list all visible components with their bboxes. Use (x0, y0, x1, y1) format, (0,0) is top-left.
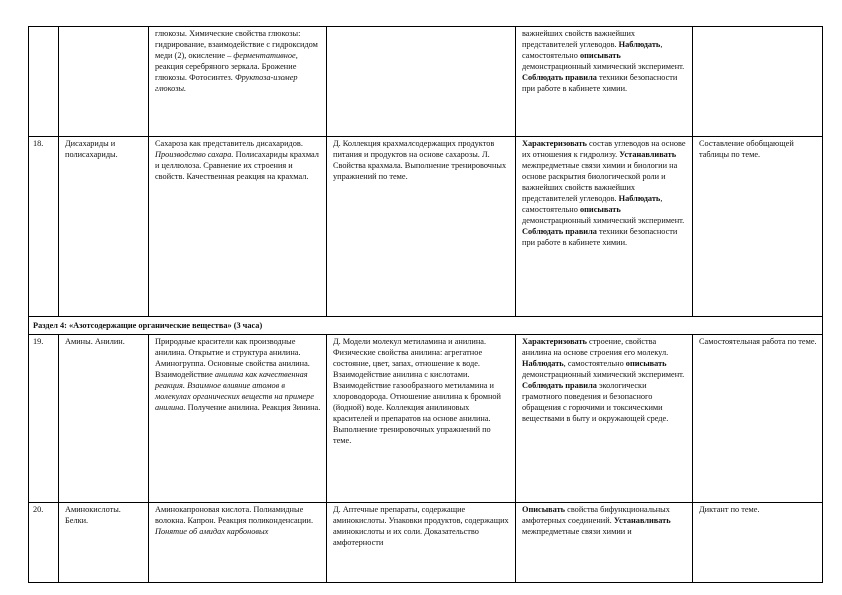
control-form-cell (693, 27, 823, 137)
text-run: Характеризовать (522, 337, 587, 346)
text-run: демонстрационный химический эксперимент. (522, 62, 685, 71)
control-form: Диктант по теме. (693, 503, 823, 583)
lesson-number-cell (29, 27, 59, 137)
text-run: межпредметные связи химии и (522, 527, 632, 536)
lesson-demo: Д. Аптечные препараты, содержащие аминокислоты. Упаковки продуктов, содержащих аминокислоты и их соли. Доказательство амфотерности (327, 503, 516, 583)
text-run: техники безопасности при работе в кабинете химии. (522, 227, 678, 247)
text-run: , самостоятельно (563, 359, 626, 368)
student-activity (516, 335, 693, 503)
section-header: Раздел 4: «Азотсодержащие органические вещества» (3 часа) (29, 317, 823, 335)
text-run: , реакция серебряного зеркала. Брожение глюкозы. Фотосинтез. (155, 51, 298, 82)
text-run: Устанавливать (619, 150, 677, 159)
table-row (29, 27, 823, 137)
text-run: Получение анилина. Реакция Зинина. (185, 403, 321, 412)
student-activity (516, 137, 693, 317)
text-run: Полисахариды крахмал и целлюлоза. Сравнение их строения и свойств. Качественная реакция на крахмал. (155, 150, 319, 181)
section-header-row (29, 317, 823, 335)
text-run: Устанавливать (613, 516, 671, 525)
lesson-number: 19. (29, 335, 59, 503)
lesson-content (149, 335, 327, 503)
lesson-demo: Д. Коллекция крахмалсодержащих продуктов питания и продуктов на основе сахарозы. Л. Свойства крахмала. Выполнение тренировочных упражнений по теме. (327, 137, 516, 317)
text-run: , самостоятельно (522, 194, 663, 214)
text-run: Фруктоза-изомер глюкозы. (155, 73, 298, 93)
text-run: Взаимное влияние атомов в молекулах органических веществ на примере анилина. (155, 381, 314, 412)
lesson-number: 20. (29, 503, 59, 583)
text-run: Сахароза как представитель дисахаридов. (155, 139, 303, 148)
text-run: , самостоятельно (522, 40, 663, 60)
control-form: Самостоятельная работа по теме. (693, 335, 823, 503)
text-run: глюкозы. Химические свойства глюкозы: гидрирование, взаимодействие с гидроксидом меди (2), окисление – (155, 29, 318, 60)
text-run: важнейших свойств важнейших представителей углеводов. (522, 29, 636, 49)
text-run: ферментативное (233, 51, 296, 60)
text-run: Соблюдать правила (522, 73, 597, 82)
student-activity-cell (516, 27, 693, 137)
text-run: свойства бифункциональных амфотерных соединений. (522, 505, 670, 525)
text-run: демонстрационный химический эксперимент. (522, 370, 685, 379)
text-run: анилина как качественная реакция. (155, 370, 308, 390)
lesson-number: 18. (29, 137, 59, 317)
text-run: описывать (579, 51, 621, 60)
text-run: Понятие об амидах карбоновых (155, 527, 269, 536)
curriculum-table (28, 26, 823, 583)
lesson-demo-cell (327, 27, 516, 137)
text-run: демонстрационный химический эксперимент. (522, 216, 685, 225)
text-run: Соблюдать правила (522, 227, 597, 236)
control-form: Составление обобщающей таблицы по теме. (693, 137, 823, 317)
text-run: Аминокапроновая кислота. Полиамидные волокна. Капрон. Реакция поликонденсации. (155, 505, 314, 525)
text-run: Наблюдать (522, 359, 564, 368)
lesson-title: Амины. Анилин. (59, 335, 149, 503)
lesson-title: Дисахариды и полисахариды. (59, 137, 149, 317)
text-run: Природные красители как производные анилина. Открытие и структура анилина. Аминогруппа. Основные свойства анилина. Взаимодействие (155, 337, 310, 379)
text-run: экологически грамотного поведения и безопасного обращения с горючими и токсическими веществами в быту и окружающей среде. (522, 381, 669, 423)
lesson-demo: Д. Модели молекул метиламина и анилина. Физические свойства анилина: агрегатное состояние, цвет, запах, отношение к воде. Взаимодействие анилина с кислотами. Взаимодействие газообразного метиламина и хлороводорода. Отношение анилина к бромной (йодной) воде. Коллекция анилиновых красителей и препаратов на основе анилина. Выполнение тренировочных упражнений по теме. (327, 335, 516, 503)
text-run: Описывать (522, 505, 566, 514)
table-row (29, 335, 823, 503)
text-run: Наблюдать (616, 40, 661, 49)
text-run: техники безопасности при работе в кабинете химии. (522, 73, 678, 93)
text-run: Производство сахара. (155, 150, 234, 159)
table-row (29, 137, 823, 317)
text-run: состав углеводов на основе их отношения к гидролизу. (522, 139, 686, 159)
text-run: Характеризовать (522, 139, 587, 148)
text-run: описывать (625, 359, 667, 368)
text-run: строение, свойства анилина на основе строения его молекул. (522, 337, 669, 357)
lesson-title: Аминокислоты. Белки. (59, 503, 149, 583)
text-run: описывать (579, 205, 621, 214)
lesson-content-cell (149, 27, 327, 137)
lesson-content (149, 503, 327, 583)
table-row (29, 503, 823, 583)
student-activity (516, 503, 693, 583)
lesson-title-cell (59, 27, 149, 137)
text-run: Наблюдать (618, 194, 661, 203)
text-run: межпредметные связи химии и биологии на основе раскрытия биологической роли и важнейших свойств важнейших представителей углеводов. (522, 161, 678, 203)
text-run: Соблюдать правила (522, 381, 597, 390)
lesson-content (149, 137, 327, 317)
